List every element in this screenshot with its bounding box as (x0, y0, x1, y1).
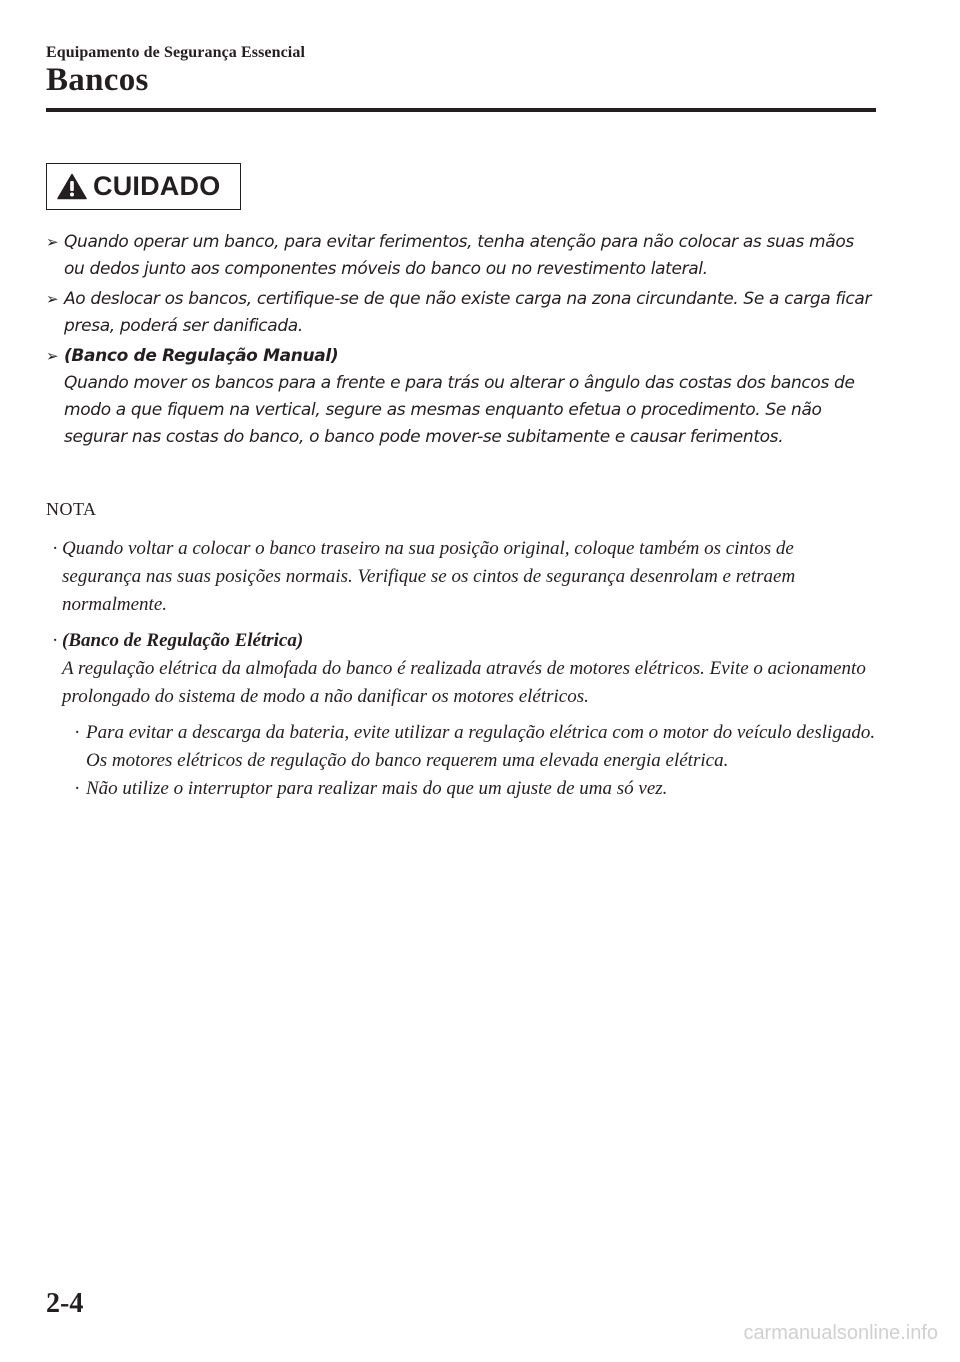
note-list (46, 535, 876, 811)
watermark: carmanualsonline.info (743, 1322, 938, 1344)
section-label: Equipamento de Segurança Essencial (46, 44, 305, 61)
note-item-text: A regulação elétrica da almofada do banco é realizada através de motores elétricos. Evite o acionamento prolongado do sistema de modo a não danificar os motores elétricos. (62, 658, 866, 707)
note-sub-item-text: Não utilize o interruptor para realizar mais do que um ajuste de uma só vez. (86, 778, 668, 799)
arrow-bullet-icon: ➢ (46, 233, 59, 251)
arrow-bullet-icon: ➢ (46, 347, 59, 365)
page-title: Bancos (46, 62, 149, 98)
note-heading: NOTA (46, 499, 97, 519)
caution-label: CUIDADO (93, 171, 221, 201)
page-number: 2-4 (46, 1288, 84, 1319)
caution-badge (46, 163, 241, 210)
note-item (46, 627, 876, 803)
caution-item-text: Ao deslocar os bancos, certifique-se de que não existe carga na zona circundante. Se a carga ficar presa, poderá ser danificada. (64, 289, 872, 336)
note-sub-item-text: Para evitar a descarga da bateria, evite utilizar a regulação elétrica com o motor do veículo desligado. Os motores elétricos de regulação do banco requerem uma elevada energia elétrica. (86, 722, 876, 771)
note-item-text: Quando voltar a colocar o banco traseiro na sua posição original, coloque também os cintos de segurança nas suas posições normais. Verifique se os cintos de segurança desenrolam e retraem normalmente. (62, 538, 796, 615)
caution-item-text: Quando mover os bancos para a frente e para trás ou alterar o ângulo das costas dos bancos de modo a que fiquem na vertical, segure as mesmas enquanto efetua o procedimento. Se não segurar nas costas do banco, o banco pode mover-se subitamente e causar ferimentos. (64, 373, 855, 447)
dot-bullet-icon: · (74, 778, 81, 799)
warning-triangle-icon (57, 173, 87, 200)
arrow-bullet-icon: ➢ (46, 290, 59, 308)
caution-list (46, 229, 876, 454)
note-sub-item (62, 719, 876, 775)
caution-item-heading: (Banco de Regulação Manual) (64, 346, 339, 366)
caution-item (46, 286, 876, 340)
note-sub-item (62, 775, 876, 803)
dot-bullet-icon: · (74, 722, 81, 743)
caution-item-text: Quando operar um banco, para evitar ferimentos, tenha atenção para não colocar as suas mãos ou dedos junto aos componentes móveis do banco ou no revestimento lateral. (64, 232, 854, 279)
dot-bullet-icon: · (52, 630, 59, 651)
note-item (46, 535, 876, 619)
note-item-heading: (Banco de Regulação Elétrica) (62, 630, 304, 651)
note-sub-list (62, 719, 876, 803)
dot-bullet-icon: · (52, 538, 59, 559)
caution-item (46, 229, 876, 283)
caution-item (46, 343, 876, 451)
title-rule (46, 108, 876, 112)
